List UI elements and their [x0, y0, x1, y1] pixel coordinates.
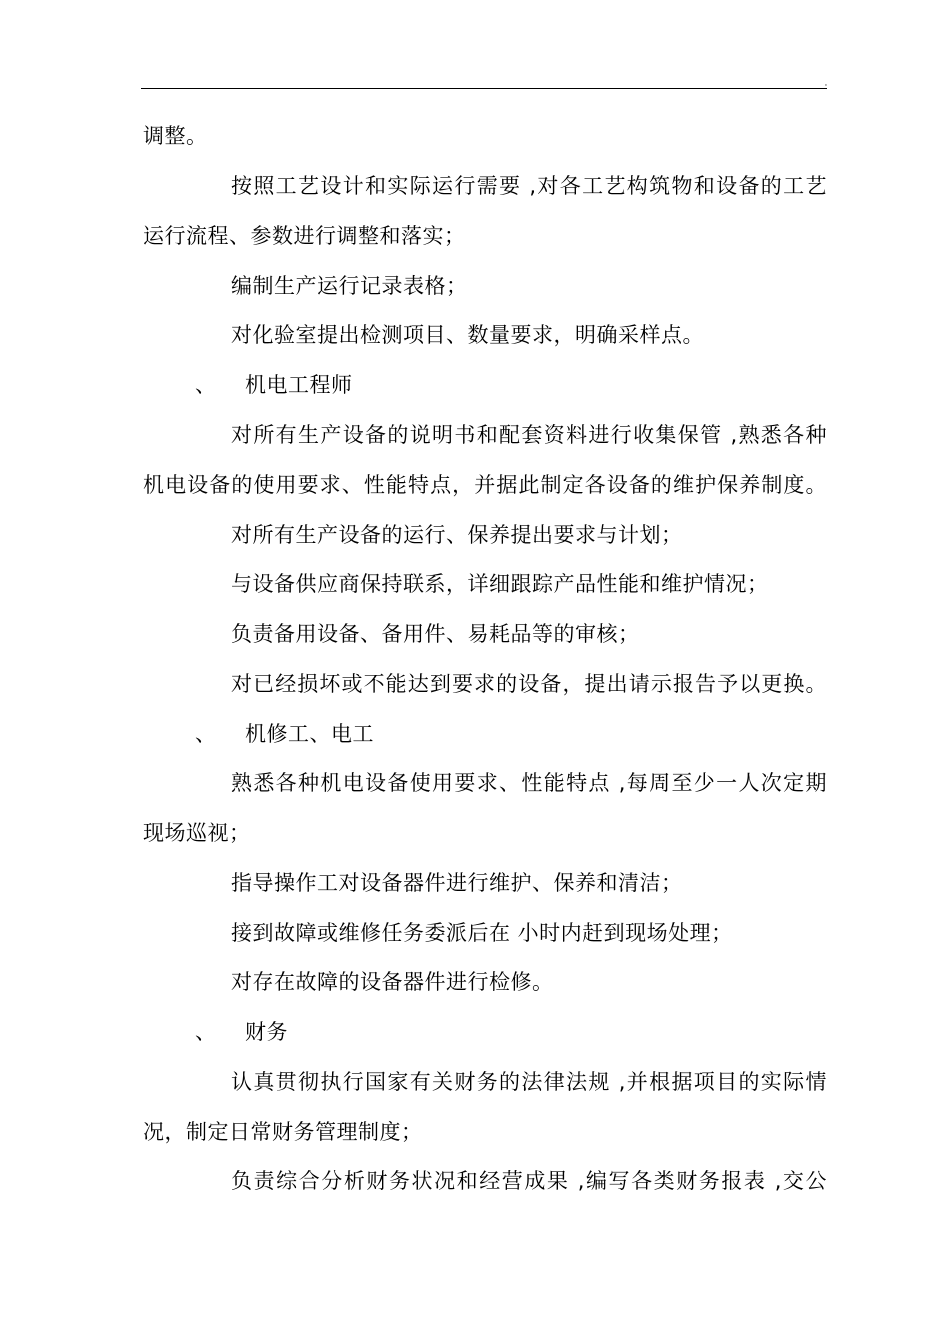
body-line: 机电设备的使用要求、性能特点，并据此制定各设备的维护保养制度。 — [143, 473, 827, 497]
section-marker: 、 — [195, 1020, 216, 1044]
body-line: 负责综合分析财务状况和经营成果 ,编写各类财务报表 ,交公 — [231, 1169, 827, 1193]
body-line: 调整。 — [143, 124, 208, 148]
body-line: 现场巡视； — [143, 821, 251, 845]
body-line: 负责备用设备、备用件、易耗品等的审核； — [231, 622, 640, 646]
body-line: 熟悉各种机电设备使用要求、性能特点 ,每周至少一人次定期 — [231, 771, 827, 795]
section-heading: 机电工程师 — [245, 373, 353, 397]
body-line: 对已经损坏或不能达到要求的设备，提出请示报告予以更换。 — [231, 672, 827, 696]
body-line: 按照工艺设计和实际运行需要 ,对各工艺构筑物和设备的工艺 — [231, 174, 827, 198]
corner-mark: ' — [825, 83, 827, 91]
body-line: 指导操作工对设备器件进行维护、保养和清洁； — [231, 871, 683, 895]
body-line: 对所有生产设备的说明书和配套资料进行收集保管 ,熟悉各种 — [231, 423, 827, 447]
body-line: 接到故障或维修任务委派后在 小时内赶到现场处理； — [231, 921, 733, 945]
body-line: 对存在故障的设备器件进行检修。 — [231, 970, 554, 994]
body-line: 认真贯彻执行国家有关财务的法律法规 ,并根据项目的实际情 — [231, 1070, 827, 1094]
section-heading: 机修工、电工 — [245, 722, 374, 746]
body-line: 对所有生产设备的运行、保养提出要求与计划； — [231, 523, 683, 547]
body-line: 对化验室提出检测项目、数量要求，明确采样点。 — [231, 323, 704, 347]
section-heading: 财务 — [245, 1020, 288, 1044]
body-line: 编制生产运行记录表格； — [231, 274, 468, 298]
body-line: 运行流程、参数进行调整和落实； — [143, 224, 466, 248]
header-rule — [141, 88, 827, 89]
body-line: 与设备供应商保持联系，详细跟踪产品性能和维护情况； — [231, 572, 769, 596]
section-marker: 、 — [195, 722, 216, 746]
body-line: 况，制定日常财务管理制度； — [143, 1120, 423, 1144]
section-marker: 、 — [195, 373, 216, 397]
